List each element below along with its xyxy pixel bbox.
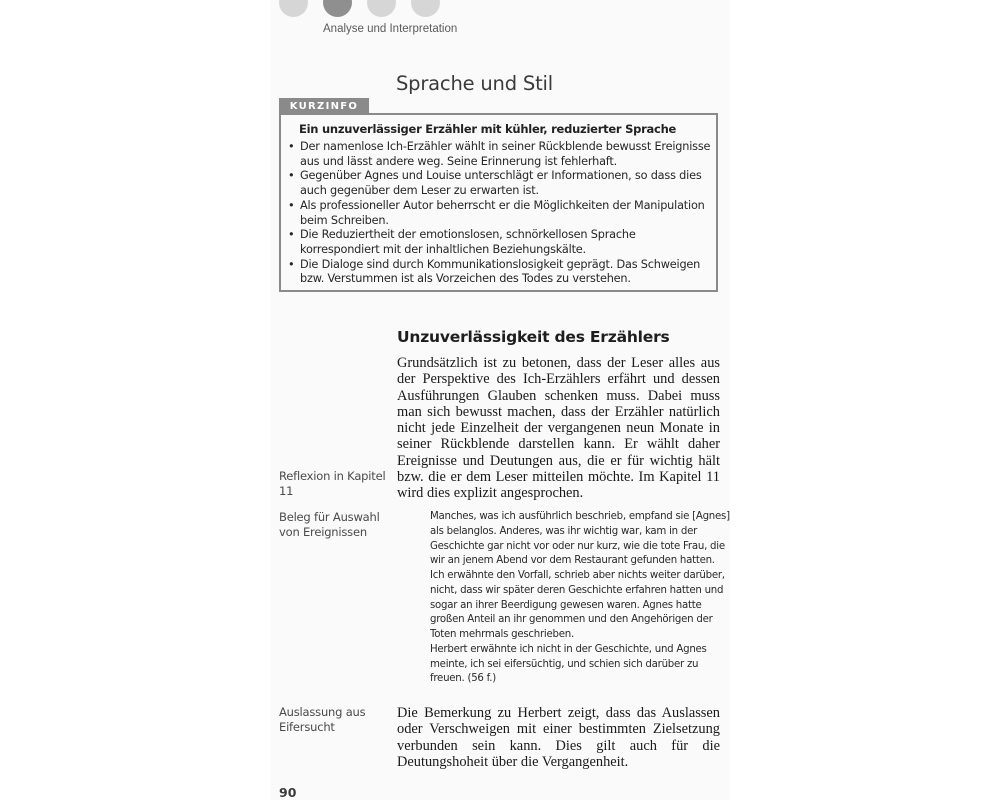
margin-note-beleg: Beleg für Auswahl von Ereignissen xyxy=(279,510,380,539)
subheading: Unzuverlässigkeit des Erzählers xyxy=(397,328,670,346)
quote-line: sogar an ihrer Beerdigung gewesen waren. Agnes hatte xyxy=(430,599,702,611)
margin-note-auslassung: Auslassung aus Eifersucht xyxy=(279,705,366,734)
kurzinfo-heading: Ein unzuverlässiger Erzähler mit kühler, reduzierter Sprache xyxy=(299,122,677,136)
quote-line: Manches, was ich ausführlich beschrieb, empfand sie [Agnes] xyxy=(430,511,730,522)
body-paragraph-2: Die Bemerkung zu Herbert zeigt, dass das Auslassen oder Verschweigen mit einer bestimmten Zielsetzung verbunden sein kann. Dies gilt auch für die Deutungshoheit über die Vergangenheit. xyxy=(397,705,720,770)
quote-line: Ich erwähnte den Vorfall, schrieb aber nichts weiter darüber, xyxy=(430,570,725,581)
kurzinfo-bullet: • Gegenüber Agnes und Louise unterschlägt er Informationen, so dass dies auch gegenüber dem Leser zu erwarten ist. xyxy=(285,169,713,198)
kurzinfo-tab: KURZINFO xyxy=(279,98,369,115)
quote-line: großen Anteil an ihr genommen und den Angehörigen der xyxy=(430,614,713,626)
quote-line: als belanglos. Anderes, was ihr wichtig war, kam in der xyxy=(430,525,698,537)
quote-line: Geschichte gar nicht vor oder nur kurz, wie die tote Frau, die xyxy=(430,540,725,552)
chapter-label: Analyse und Interpretation xyxy=(323,23,458,35)
quote-line: freuen. (56 f.) xyxy=(430,673,496,685)
section-title: Sprache und Stil xyxy=(396,72,553,95)
quote-line: wir an jenem Abend vor dem Restaurant gefunden hatten. xyxy=(430,555,715,567)
kurzinfo-bullet: • Die Reduziertheit der emotionslosen, schnörkellosen Sprache korrespondiert mit der inhaltlichen Beziehungskälte. xyxy=(285,228,713,257)
body-paragraph-1: Grundsätzlich ist zu betonen, dass der Leser alles aus der Perspektive des Ich-Erzählers erfährt und dessen Ausführungen Glauben schenken muss. Dabei muss man sich bewusst machen, dass der Erzähler natürlich nicht jede Einzelheit der vergangenen neun Monate in seiner Rückblende darstellen kann. Er wählt daher Ereignisse und Deutungen aus, die er für wichtig hält bzw. die er dem Leser mitteilen möchte. Im Kapitel 11 wird dies explizit angesprochen. xyxy=(397,355,720,502)
page-number: 90 xyxy=(279,785,297,800)
kurzinfo-bullet: • Als professioneller Autor beherrscht er die Möglichkeiten der Manipulation beim Schreiben. xyxy=(285,199,713,228)
margin-note-reflexion: Reflexion in Kapitel 11 xyxy=(279,469,386,498)
kurzinfo-bullet: • Der namenlose Ich-Erzähler wählt in seiner Rückblende bewusst Ereignisse aus und lässt andere weg. Seine Erinnerung ist fehlerhaft. xyxy=(285,140,713,169)
quote-line: Toten mehrmals geschrieben. xyxy=(430,629,574,640)
kurzinfo-bullet: • Die Dialoge sind durch Kommunikationslosigkeit geprägt. Das Schweigen bzw. Verstummen ist als Vorzeichen des Todes zu verstehen. xyxy=(285,258,713,287)
block-quote xyxy=(430,510,730,687)
quote-line: nicht, dass wir später deren Geschichte erfahren hatten und xyxy=(430,584,724,596)
kurzinfo-bullet-list xyxy=(285,140,713,287)
quote-line: meinte, ich sei eifersüchtig, und schien sich darüber zu xyxy=(430,658,699,670)
quote-line: Herbert erwähnte ich nicht in der Geschichte, und Agnes xyxy=(430,643,707,655)
